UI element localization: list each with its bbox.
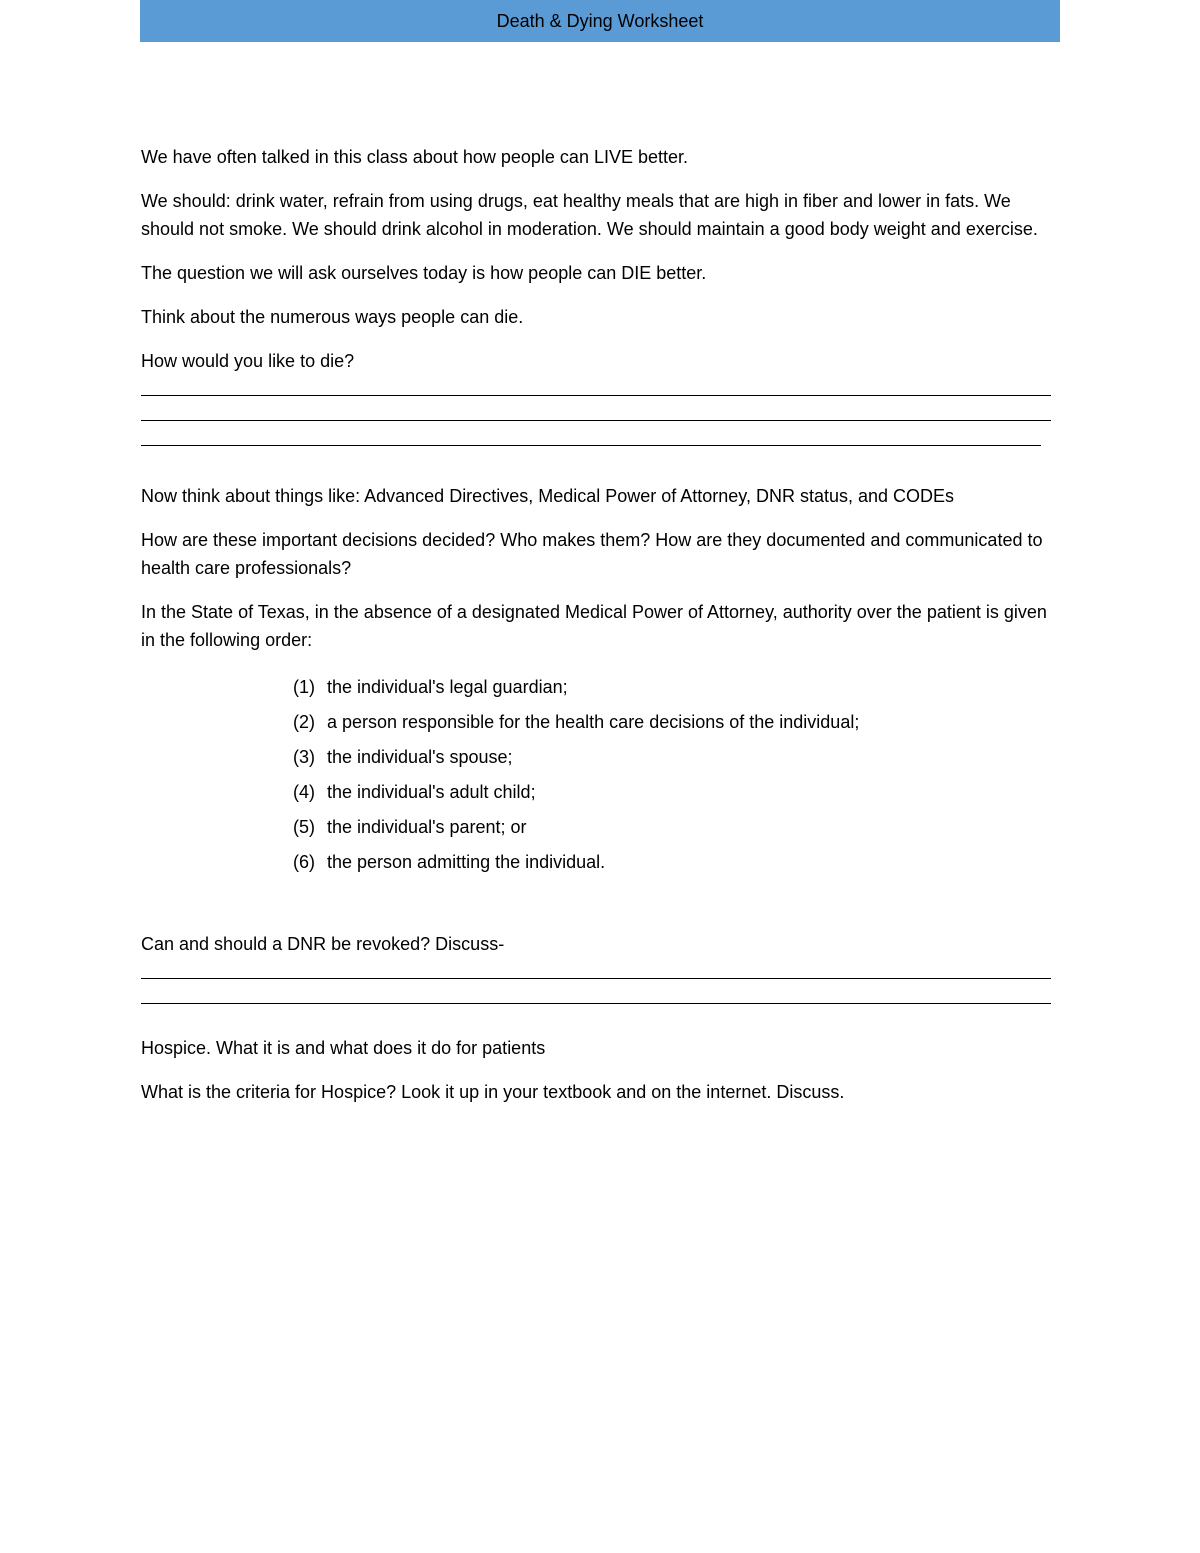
list-number: (5): [293, 817, 315, 837]
list-number: (3): [293, 747, 315, 767]
hospice-paragraph: Hospice. What it is and what does it do for patients: [141, 1038, 546, 1058]
list-text: a person responsible for the health care decisions of the individual;: [327, 712, 860, 732]
think-paragraph: Think about the numerous ways people can die.: [141, 307, 524, 327]
list-item: [293, 740, 1056, 775]
list-item: [293, 670, 1056, 705]
answer-line[interactable]: [141, 396, 1051, 421]
texas-paragraph: In the State of Texas, in the absence of a designated Medical Power of Attorney, authority over the patient is given in the following order:: [141, 602, 1047, 650]
list-text: the individual's legal guardian;: [327, 677, 568, 697]
healthy-habits-paragraph: We should: drink water, refrain from using drugs, eat healthy meals that are high in fiber and lower in fats. We should not smoke. We should drink alcohol in moderation. We should maintain a good body weight and exercise.: [141, 191, 1038, 239]
list-number: (2): [293, 712, 315, 732]
worksheet-body: [141, 143, 1056, 1122]
answer-line[interactable]: [141, 979, 1051, 1004]
header-bar: [140, 0, 1060, 42]
answer-area-2[interactable]: [141, 954, 1056, 1004]
list-text: the person admitting the individual.: [327, 852, 606, 872]
authority-order-list: [141, 670, 1056, 880]
list-number: (1): [293, 677, 315, 697]
intro-paragraph: We have often talked in this class about how people can LIVE better.: [141, 147, 689, 167]
list-number: (4): [293, 782, 315, 802]
answer-area-1[interactable]: [141, 371, 1056, 446]
list-number: (6): [293, 852, 315, 872]
list-text: the individual's spouse;: [327, 747, 513, 767]
how-die-question: How would you like to die?: [141, 351, 355, 371]
list-item: [293, 705, 1056, 740]
directives-paragraph: Now think about things like: Advanced Directives, Medical Power of Attorney, DNR status, and CODEs: [141, 486, 955, 506]
page-title: Death & Dying Worksheet: [496, 10, 704, 31]
list-item: [293, 845, 1056, 880]
list-text: the individual's parent; or: [327, 817, 527, 837]
list-item: [293, 810, 1056, 845]
answer-line[interactable]: [141, 421, 1041, 446]
question-paragraph: The question we will ask ourselves today is how people can DIE better.: [141, 263, 707, 283]
dnr-question: Can and should a DNR be revoked? Discuss-: [141, 934, 505, 954]
list-text: the individual's adult child;: [327, 782, 536, 802]
list-item: [293, 775, 1056, 810]
decisions-paragraph: How are these important decisions decided? Who makes them? How are they documented and communicated to health care professionals?: [141, 530, 1043, 578]
hospice-criteria-paragraph: What is the criteria for Hospice? Look it up in your textbook and on the internet. Discuss.: [141, 1082, 845, 1102]
